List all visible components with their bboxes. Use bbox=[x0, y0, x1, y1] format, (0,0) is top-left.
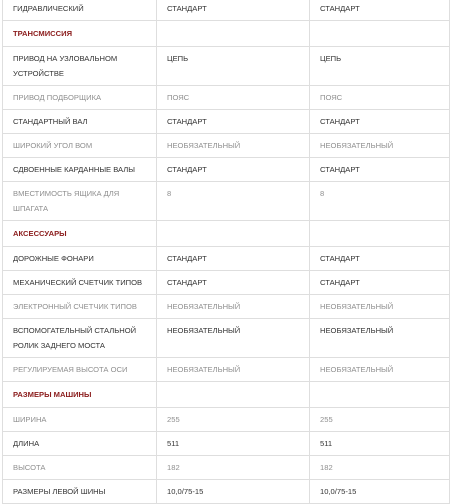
section-empty-cell bbox=[310, 221, 450, 247]
spec-value-model-2: СТАНДАРТ bbox=[310, 110, 450, 134]
spec-value-model-1: 8 bbox=[157, 182, 310, 221]
spec-value-model-2: СТАНДАРТ bbox=[310, 0, 450, 21]
spec-value-model-1: СТАНДАРТ bbox=[157, 158, 310, 182]
spec-label: ШИРОКИЙ УГОЛ ВОМ bbox=[3, 134, 157, 158]
spec-label: ГИДРАВЛИЧЕСКИЙ bbox=[3, 0, 157, 21]
section-title: АКСЕССУАРЫ bbox=[3, 221, 157, 247]
spec-value-model-1: НЕОБЯЗАТЕЛЬНЫЙ bbox=[157, 134, 310, 158]
spec-value-model-1: 255 bbox=[157, 408, 310, 432]
spec-label: ЭЛЕКТРОННЫЙ СЧЕТЧИК ТИПОВ bbox=[3, 295, 157, 319]
spec-label: ВСПОМОГАТЕЛЬНЫЙ СТАЛЬНОЙ РОЛИК ЗАДНЕГО МОСТА bbox=[3, 319, 157, 358]
spec-value-model-1: НЕОБЯЗАТЕЛЬНЫЙ bbox=[157, 358, 310, 382]
spec-value-model-1: СТАНДАРТ bbox=[157, 271, 310, 295]
section-title: ТРАНСМИССИЯ bbox=[3, 21, 157, 47]
spec-value-model-1: СТАНДАРТ bbox=[157, 0, 310, 21]
spec-row bbox=[3, 358, 449, 382]
spec-row bbox=[3, 295, 449, 319]
specifications-table bbox=[3, 0, 449, 504]
spec-label: ПРИВОД НА УЗЛОВАЛЬНОМ УСТРОЙСТВЕ bbox=[3, 47, 157, 86]
spec-value-model-2: НЕОБЯЗАТЕЛЬНЫЙ bbox=[310, 134, 450, 158]
section-header-row bbox=[3, 221, 449, 247]
spec-value-model-1: НЕОБЯЗАТЕЛЬНЫЙ bbox=[157, 295, 310, 319]
spec-label: ПРИВОД ПОДБОРЩИКА bbox=[3, 86, 157, 110]
section-title: РАЗМЕРЫ МАШИНЫ bbox=[3, 382, 157, 408]
spec-value-model-1: СТАНДАРТ bbox=[157, 247, 310, 271]
spec-row bbox=[3, 271, 449, 295]
spec-row bbox=[3, 134, 449, 158]
spec-row bbox=[3, 182, 449, 221]
spec-value-model-2: 8 bbox=[310, 182, 450, 221]
spec-row bbox=[3, 432, 449, 456]
spec-value-model-2: НЕОБЯЗАТЕЛЬНЫЙ bbox=[310, 358, 450, 382]
spec-value-model-2: НЕОБЯЗАТЕЛЬНЫЙ bbox=[310, 295, 450, 319]
spec-label: ВЫСОТА bbox=[3, 456, 157, 480]
spec-value-model-2: 182 bbox=[310, 456, 450, 480]
spec-value-model-1: ПОЯС bbox=[157, 86, 310, 110]
specifications-sheet bbox=[2, 0, 450, 504]
spec-value-model-2: 10,0/75-15 bbox=[310, 480, 450, 504]
spec-value-model-1: 10,0/75-15 bbox=[157, 480, 310, 504]
spec-value-model-2: ПОЯС bbox=[310, 86, 450, 110]
spec-value-model-1: НЕОБЯЗАТЕЛЬНЫЙ bbox=[157, 319, 310, 358]
spec-row bbox=[3, 86, 449, 110]
section-empty-cell bbox=[157, 21, 310, 47]
spec-row bbox=[3, 408, 449, 432]
section-header-row bbox=[3, 21, 449, 47]
spec-value-model-2: НЕОБЯЗАТЕЛЬНЫЙ bbox=[310, 319, 450, 358]
spec-label: МЕХАНИЧЕСКИЙ СЧЕТЧИК ТИПОВ bbox=[3, 271, 157, 295]
spec-value-model-1: 511 bbox=[157, 432, 310, 456]
spec-value-model-2: СТАНДАРТ bbox=[310, 271, 450, 295]
spec-row bbox=[3, 480, 449, 504]
spec-label: РАЗМЕРЫ ЛЕВОЙ ШИНЫ bbox=[3, 480, 157, 504]
spec-value-model-2: 255 bbox=[310, 408, 450, 432]
section-empty-cell bbox=[157, 382, 310, 408]
spec-value-model-1: 182 bbox=[157, 456, 310, 480]
spec-label: СДВОЕННЫЕ КАРДАННЫЕ ВАЛЫ bbox=[3, 158, 157, 182]
spec-row bbox=[3, 47, 449, 86]
spec-value-model-1: ЦЕПЬ bbox=[157, 47, 310, 86]
section-header-row bbox=[3, 382, 449, 408]
spec-label: РЕГУЛИРУЕМАЯ ВЫСОТА ОСИ bbox=[3, 358, 157, 382]
spec-row bbox=[3, 110, 449, 134]
spec-label: ДОРОЖНЫЕ ФОНАРИ bbox=[3, 247, 157, 271]
spec-row bbox=[3, 456, 449, 480]
spec-value-model-2: ЦЕПЬ bbox=[310, 47, 450, 86]
spec-value-model-2: 511 bbox=[310, 432, 450, 456]
spec-label: ДЛИНА bbox=[3, 432, 157, 456]
spec-value-model-2: СТАНДАРТ bbox=[310, 158, 450, 182]
specifications-table-body bbox=[3, 0, 449, 504]
spec-label: ШИРИНА bbox=[3, 408, 157, 432]
spec-row bbox=[3, 319, 449, 358]
spec-label: СТАНДАРТНЫЙ ВАЛ bbox=[3, 110, 157, 134]
spec-label: ВМЕСТИМОСТЬ ЯЩИКА ДЛЯ ШПАГАТА bbox=[3, 182, 157, 221]
spec-row bbox=[3, 158, 449, 182]
spec-row bbox=[3, 247, 449, 271]
spec-row bbox=[3, 0, 449, 21]
section-empty-cell bbox=[310, 21, 450, 47]
section-empty-cell bbox=[157, 221, 310, 247]
spec-value-model-1: СТАНДАРТ bbox=[157, 110, 310, 134]
spec-value-model-2: СТАНДАРТ bbox=[310, 247, 450, 271]
section-empty-cell bbox=[310, 382, 450, 408]
